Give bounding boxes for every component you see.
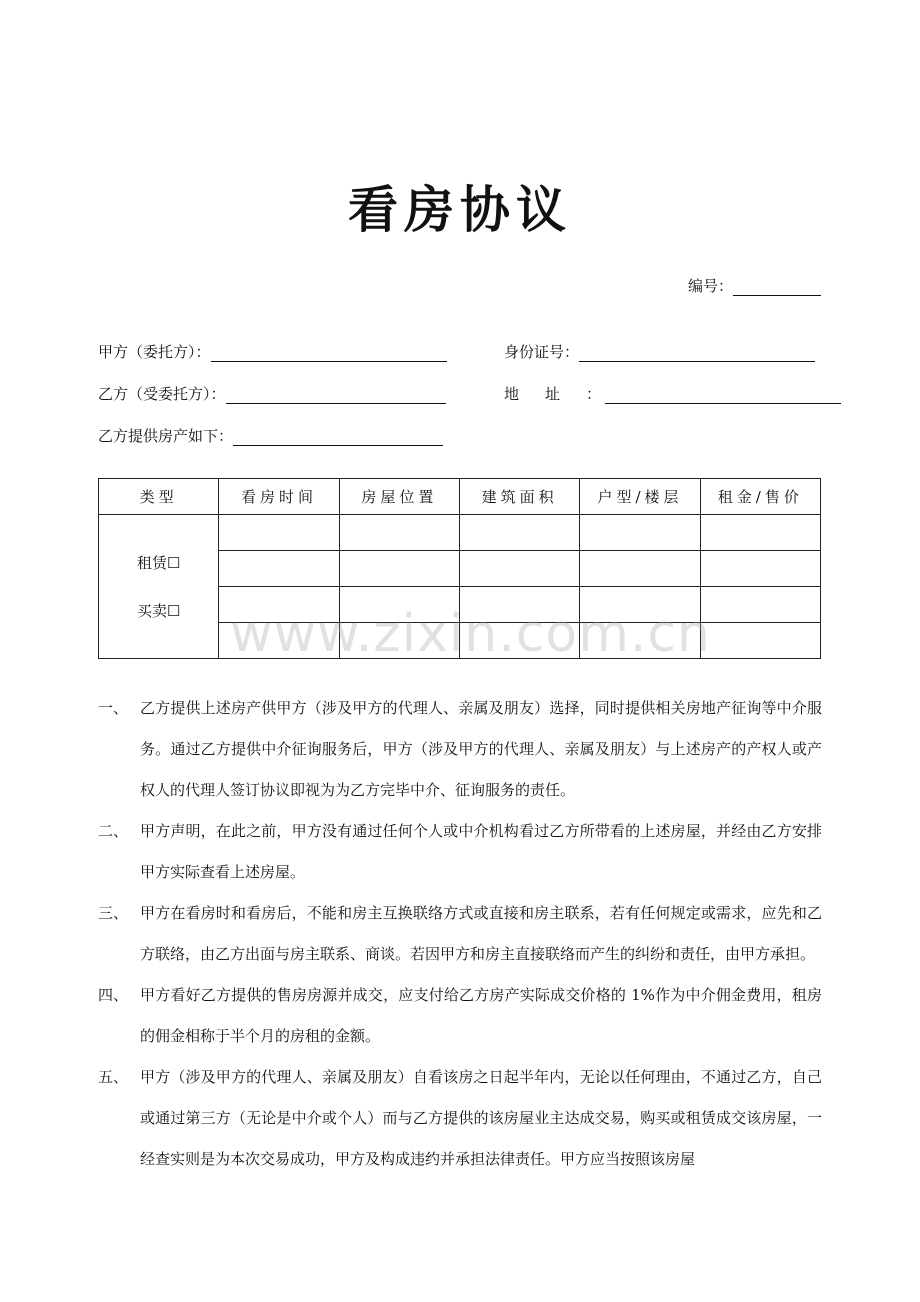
watermark: www.zixin.com.cn bbox=[230, 604, 711, 664]
party-b-blank[interactable] bbox=[226, 385, 446, 404]
party-b-field bbox=[98, 384, 446, 404]
clause-text: 甲方（涉及甲方的代理人、亲属及朋友）自看该房之日起半年内，无论以任何理由，不通过乙方，自己或通过第三方（无论是中介或个人）而与乙方提供的该房屋业主达成交易，购买或租赁成交该房屋，一经查实则是为本次交易成功，甲方及构成违约并承担法律责任。甲方应当按照该房屋 bbox=[140, 1068, 822, 1168]
clause-number: 四、 bbox=[98, 986, 129, 1004]
table-cell[interactable] bbox=[459, 623, 579, 659]
table-cell[interactable] bbox=[700, 623, 820, 659]
property-blank[interactable] bbox=[233, 427, 443, 446]
table-cell[interactable] bbox=[459, 587, 579, 623]
clause-3 bbox=[98, 893, 822, 975]
table-cell[interactable] bbox=[700, 587, 820, 623]
header-layout-floor: 户型/楼层 bbox=[580, 479, 700, 515]
table-cell[interactable] bbox=[700, 551, 820, 587]
contract-number-label: 编号： bbox=[687, 277, 733, 295]
table-cell[interactable] bbox=[219, 551, 339, 587]
table-header-row bbox=[99, 479, 821, 515]
header-area: 建筑面积 bbox=[459, 479, 579, 515]
address-field bbox=[504, 384, 841, 404]
rent-option[interactable]: 租赁☐ bbox=[136, 553, 181, 572]
table-row bbox=[99, 515, 821, 551]
clause-number: 三、 bbox=[98, 904, 129, 922]
clauses-list bbox=[98, 688, 822, 1180]
property-label: 乙方提供房产如下： bbox=[98, 427, 234, 445]
table-cell[interactable] bbox=[580, 515, 700, 551]
id-field bbox=[504, 342, 815, 362]
table-cell[interactable] bbox=[580, 587, 700, 623]
clause-number: 一、 bbox=[98, 699, 129, 717]
table-cell[interactable] bbox=[700, 515, 820, 551]
party-b-label: 乙方（受委托方）： bbox=[98, 385, 226, 403]
address-blank[interactable] bbox=[605, 385, 841, 404]
document-title: 看房协议 bbox=[348, 181, 572, 239]
clause-4 bbox=[98, 975, 822, 1057]
table-cell[interactable] bbox=[219, 515, 339, 551]
table-cell[interactable] bbox=[339, 551, 459, 587]
id-blank[interactable] bbox=[579, 343, 815, 362]
header-type: 类型 bbox=[99, 479, 219, 515]
table-cell[interactable] bbox=[339, 587, 459, 623]
clause-text: 乙方提供上述房产供甲方（涉及甲方的代理人、亲属及朋友）选择，同时提供相关房地产征询等中介服务。通过乙方提供中介征询服务后，甲方（涉及甲方的代理人、亲属及朋友）与上述房产的产权人或产权人的代理人签订协议即视为为乙方完毕中介、征询服务的责任。 bbox=[140, 699, 822, 799]
clause-text: 甲方看好乙方提供的售房房源并成交，应支付给乙方房产实际成交价格的 1%作为中介佣金费用，租房的佣金相称于半个月的房租的金额。 bbox=[140, 986, 822, 1045]
table-cell[interactable] bbox=[459, 515, 579, 551]
clause-number: 五、 bbox=[98, 1068, 129, 1086]
clause-5 bbox=[98, 1057, 822, 1180]
sale-option[interactable]: 买卖☐ bbox=[136, 601, 181, 620]
table-cell[interactable] bbox=[339, 623, 459, 659]
table-cell[interactable] bbox=[339, 515, 459, 551]
contract-number bbox=[688, 276, 821, 296]
table-cell[interactable] bbox=[219, 587, 339, 623]
clause-text: 甲方声明，在此之前，甲方没有通过任何个人或中介机构看过乙方所带看的上述房屋，并经由乙方安排甲方实际查看上述房屋。 bbox=[140, 822, 822, 881]
header-price: 租金/售价 bbox=[700, 479, 820, 515]
table-cell[interactable] bbox=[580, 623, 700, 659]
id-label: 身份证号： bbox=[504, 343, 580, 361]
clause-2 bbox=[98, 811, 822, 893]
table-cell[interactable] bbox=[219, 623, 339, 659]
clause-1 bbox=[98, 688, 822, 811]
party-a-field bbox=[98, 342, 447, 362]
property-field bbox=[98, 426, 443, 446]
header-view-time: 看房时间 bbox=[219, 479, 339, 515]
address-label: 地址： bbox=[504, 385, 628, 403]
type-cell bbox=[99, 515, 219, 659]
clause-text: 甲方在看房时和看房后，不能和房主互换联络方式或直接和房主联系，若有任何规定或需求，应先和乙方联络，由乙方出面与房主联系、商谈。若因甲方和房主直接联络而产生的纠纷和责任，由甲方承担。 bbox=[140, 904, 822, 963]
contract-number-blank[interactable] bbox=[733, 277, 821, 296]
party-a-blank[interactable] bbox=[211, 343, 447, 362]
table-cell[interactable] bbox=[459, 551, 579, 587]
party-a-label: 甲方（委托方）： bbox=[98, 343, 211, 361]
clause-number: 二、 bbox=[98, 822, 129, 840]
property-table bbox=[98, 478, 821, 659]
header-location: 房屋位置 bbox=[339, 479, 459, 515]
table-cell[interactable] bbox=[580, 551, 700, 587]
